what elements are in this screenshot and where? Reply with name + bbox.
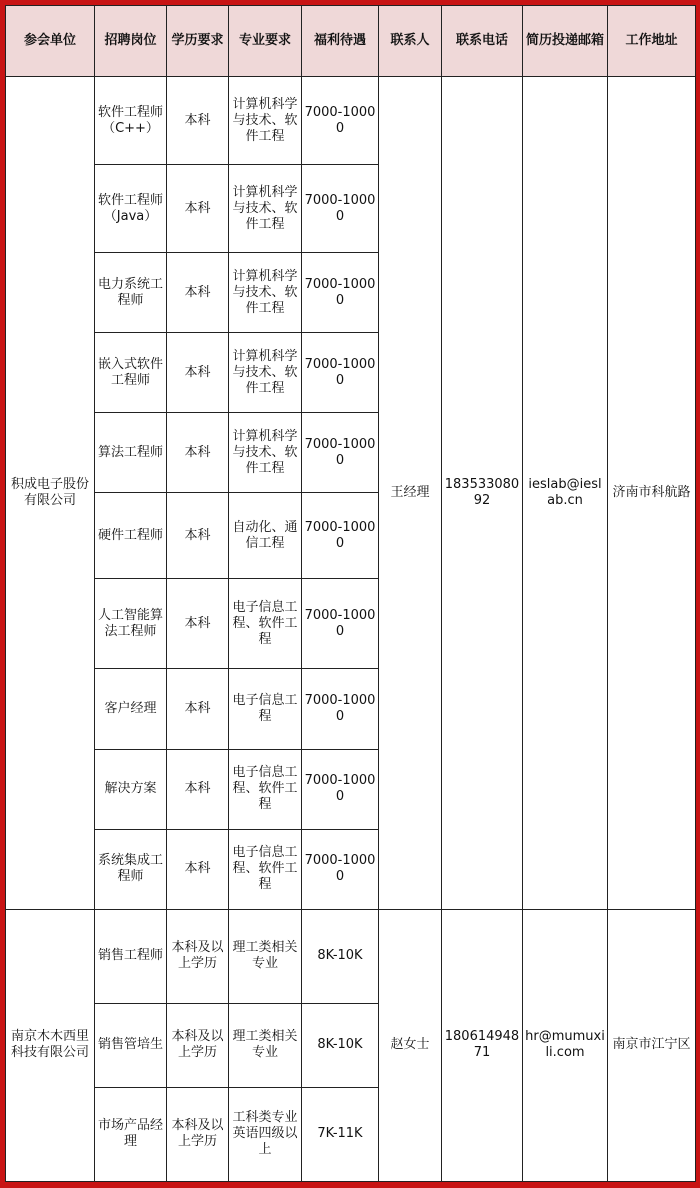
job-title-cell: 硬件工程师 — [95, 493, 167, 579]
job-title-cell: 人工智能算法工程师 — [95, 579, 167, 669]
education-cell: 本科 — [167, 749, 229, 829]
header-company: 参会单位 — [6, 6, 95, 77]
header-major: 专业要求 — [229, 6, 302, 77]
header-salary: 福利待遇 — [302, 6, 379, 77]
salary-cell: 7000-10000 — [302, 77, 379, 165]
major-cell: 电子信息工程 — [229, 669, 302, 749]
major-cell: 理工类相关专业 — [229, 909, 302, 1003]
address-cell: 济南市科航路 — [608, 77, 696, 910]
education-cell: 本科 — [167, 165, 229, 253]
salary-cell: 7000-10000 — [302, 333, 379, 413]
header-row — [6, 6, 696, 77]
job-title-cell: 解决方案 — [95, 749, 167, 829]
education-cell: 本科 — [167, 253, 229, 333]
major-cell: 电子信息工程、软件工程 — [229, 749, 302, 829]
job-fair-table — [5, 5, 696, 1182]
job-title-cell: 软件工程师（C++） — [95, 77, 167, 165]
phone-cell: 18061494871 — [442, 909, 523, 1181]
major-cell: 计算机科学与技术、软件工程 — [229, 253, 302, 333]
education-cell: 本科及以上学历 — [167, 1003, 229, 1087]
job-title-cell: 销售工程师 — [95, 909, 167, 1003]
salary-cell: 8K-10K — [302, 909, 379, 1003]
major-cell: 计算机科学与技术、软件工程 — [229, 77, 302, 165]
job-title-cell: 电力系统工程师 — [95, 253, 167, 333]
job-title-cell: 嵌入式软件工程师 — [95, 333, 167, 413]
company-name-cell: 南京木木西里科技有限公司 — [6, 909, 95, 1181]
header-email: 简历投递邮箱 — [523, 6, 608, 77]
major-cell: 计算机科学与技术、软件工程 — [229, 413, 302, 493]
header-contact: 联系人 — [379, 6, 442, 77]
header-education: 学历要求 — [167, 6, 229, 77]
education-cell: 本科 — [167, 77, 229, 165]
education-cell: 本科 — [167, 579, 229, 669]
salary-cell: 8K-10K — [302, 1003, 379, 1087]
contact-person-cell: 王经理 — [379, 77, 442, 910]
education-cell: 本科及以上学历 — [167, 909, 229, 1003]
education-cell: 本科 — [167, 493, 229, 579]
job-title-cell: 销售管培生 — [95, 1003, 167, 1087]
table-row — [6, 909, 696, 1003]
major-cell: 电子信息工程、软件工程 — [229, 829, 302, 909]
table-body — [6, 77, 696, 1182]
job-title-cell: 客户经理 — [95, 669, 167, 749]
header-phone: 联系电话 — [442, 6, 523, 77]
contact-person-cell: 赵女士 — [379, 909, 442, 1181]
major-cell: 计算机科学与技术、软件工程 — [229, 165, 302, 253]
header-address: 工作地址 — [608, 6, 696, 77]
salary-cell: 7K-11K — [302, 1087, 379, 1181]
email-cell: hr@mumuxili.com — [523, 909, 608, 1181]
major-cell: 理工类相关专业 — [229, 1003, 302, 1087]
major-cell: 工科类专业英语四级以上 — [229, 1087, 302, 1181]
education-cell: 本科 — [167, 413, 229, 493]
phone-cell: 18353308092 — [442, 77, 523, 910]
job-title-cell: 市场产品经理 — [95, 1087, 167, 1181]
job-title-cell: 系统集成工程师 — [95, 829, 167, 909]
education-cell: 本科 — [167, 669, 229, 749]
company-name-cell: 积成电子股份有限公司 — [6, 77, 95, 910]
email-cell: ieslab@ieslab.cn — [523, 77, 608, 910]
table-row — [6, 77, 696, 165]
major-cell: 自动化、通信工程 — [229, 493, 302, 579]
job-title-cell: 软件工程师（Java） — [95, 165, 167, 253]
salary-cell: 7000-10000 — [302, 413, 379, 493]
header-position: 招聘岗位 — [95, 6, 167, 77]
address-cell: 南京市江宁区 — [608, 909, 696, 1181]
education-cell: 本科及以上学历 — [167, 1087, 229, 1181]
salary-cell: 7000-10000 — [302, 493, 379, 579]
major-cell: 计算机科学与技术、软件工程 — [229, 333, 302, 413]
salary-cell: 7000-10000 — [302, 749, 379, 829]
salary-cell: 7000-10000 — [302, 165, 379, 253]
salary-cell: 7000-10000 — [302, 669, 379, 749]
education-cell: 本科 — [167, 829, 229, 909]
education-cell: 本科 — [167, 333, 229, 413]
job-title-cell: 算法工程师 — [95, 413, 167, 493]
salary-cell: 7000-10000 — [302, 829, 379, 909]
salary-cell: 7000-10000 — [302, 253, 379, 333]
salary-cell: 7000-10000 — [302, 579, 379, 669]
major-cell: 电子信息工程、软件工程 — [229, 579, 302, 669]
